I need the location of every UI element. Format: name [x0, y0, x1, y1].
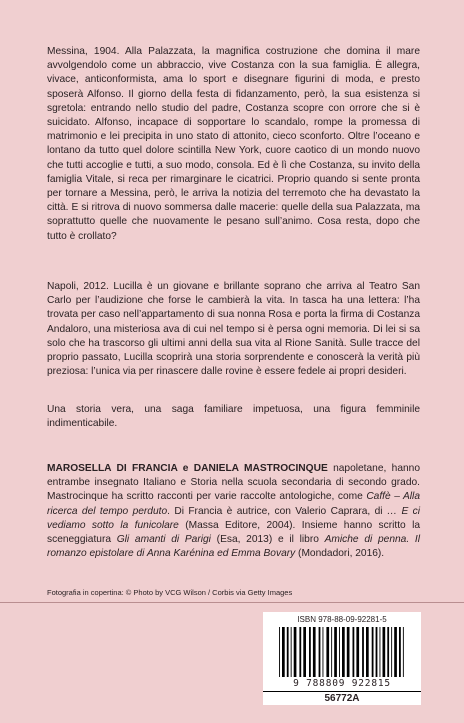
barcode-bar — [342, 627, 345, 677]
blurb-paragraph-napoli: Napoli, 2012. Lucilla è un giovane e brillante soprano che arriva al Teatro San Carlo per l’audizione che forse le cambierà la vita. In tasca ha una lettera: l’ha trovata per caso nell’appartamento di sua nonna Rosa e porta la firma di Costanza Andaloro, una misteriosa ava di cui nel tempo si è persa ogni memoria. Di lei si sa solo che ha trascorso gli ultimi anni della sua vita al Rione Sanità. Sulle tracce del proprio passato, Lucilla scoprirà una storia sorprendente e conoscerà la verità più preziosa: l’unica via per rinascere dalle rovine è essere fedele ai propri desideri. — [47, 281, 420, 378]
author-names: MAROSELLA DI FRANCIA e DANIELA MASTROCINQUE — [47, 463, 328, 474]
barcode-bar — [287, 627, 289, 677]
barcode-digits: 9 788809 922815 — [293, 678, 391, 689]
blurb-paragraph-messina: Messina, 1904. Alla Palazzata, la magnifica costruzione che domina il mare avvolgendolo come un abbraccio, vive Costanza con la sua famiglia. È allegra, vivace, anticonformista, ama lo sport e disegnare figurini di moda, e presto sposerà Alfonso. Il giorno della festa di fidanzamento, però, la sua esistenza si sgretola: entrando nello studio del padre, Costanza scopre con orrore che si è suicidato. Alfonso, incapace di sopportare lo scandalo, rompe la promessa di matrimonio e lei precipita in uno stato di attonito, cieco sconforto. Oltre l’oceano e lontano da tutto quel dolore scintilla New York, cuore caotico di un mondo nuovo che tutti accoglie e tutti, a suo modo, consola. Ed è lì che Costanza, su invito della famiglia Vitale, si reca per rimarginare le cicatrici. Proprio quando si sente pronta per tornare a Messina, però, le arriva la notizia del terremoto che ha devastato la città. E si ritrova di nuovo sommersa dalle macerie: quelle della sua Palazzata, ma soprattutto quelle che nuovamente le pesano sull’animo. Cosa resta, dopo che tutto è crollato? — [47, 46, 420, 242]
barcode-bar — [353, 627, 355, 677]
barcode-bar — [387, 627, 389, 677]
bio-text-1: napoletane, hanno entrambe insegnato Italiano e Storia nella scuola secondaria di secondo grado. Mastrocinque ha scritto racconti per varie raccolte antologiche, come — [47, 463, 420, 503]
barcode-bar — [326, 627, 329, 677]
barcode-bar — [323, 627, 324, 677]
barcode-bar — [394, 627, 397, 677]
bio-text-5: (Mondadori, 2016). — [295, 548, 385, 560]
barcode-bar — [399, 627, 401, 677]
bio-text-2: . Di Francia è autrice, con Valerio Caprara, di — [167, 505, 387, 517]
barcode-bar — [383, 627, 386, 677]
barcode-bar — [282, 627, 285, 677]
bio-work-4: Amiche di penna. Il romanzo epistolare di Anna Karénina ed Emma Bovary — [47, 534, 420, 560]
barcode-bar — [403, 627, 404, 677]
barcode-bar — [339, 627, 340, 677]
product-code: 56772A — [263, 691, 421, 706]
barcode-bar — [279, 627, 280, 677]
barcode-bars — [277, 627, 407, 677]
barcode-bar — [331, 627, 332, 677]
barcode-bar — [334, 627, 337, 677]
barcode-bar — [313, 627, 316, 677]
barcode-bar — [380, 627, 381, 677]
bio-text-4: (Esa, 2013) e il libro — [210, 534, 325, 546]
barcode-bar — [376, 627, 378, 677]
barcode-bar — [294, 627, 297, 677]
cover-photo-credit: Fotografia in copertina: © Photo by VCG Wilson / Corbis via Getty Images — [47, 588, 293, 597]
isbn-label: ISBN 978-88-09-92281-5 — [297, 615, 387, 624]
barcode-bar — [299, 627, 301, 677]
bio-work-1: Caffè – Alla ricerca del tempo perduto — [47, 491, 420, 517]
author-bio — [47, 462, 420, 561]
barcode-bar — [366, 627, 369, 677]
barcode-bar — [303, 627, 306, 677]
barcode-bar — [309, 627, 311, 677]
divider — [0, 602, 464, 603]
barcode-box — [263, 612, 421, 705]
blurb-tagline: Una storia vera, una saga familiare impetuosa, una figura femminile indimenticabile. — [47, 404, 420, 430]
barcode-bar — [362, 627, 364, 677]
barcode-bar — [347, 627, 350, 677]
barcode-bar — [319, 627, 321, 677]
bio-work-3: Gli amanti di Parigi — [116, 534, 211, 546]
barcode-bar — [391, 627, 392, 677]
bio-text-3: (Massa Editore, 2004). Insieme hanno scritto la sceneggiatura — [47, 519, 420, 546]
barcode-bar — [372, 627, 374, 677]
barcode-bar — [291, 627, 292, 677]
barcode-bar — [356, 627, 359, 677]
bio-work-2: … E ci vediamo sotto la funicolare — [47, 505, 420, 531]
